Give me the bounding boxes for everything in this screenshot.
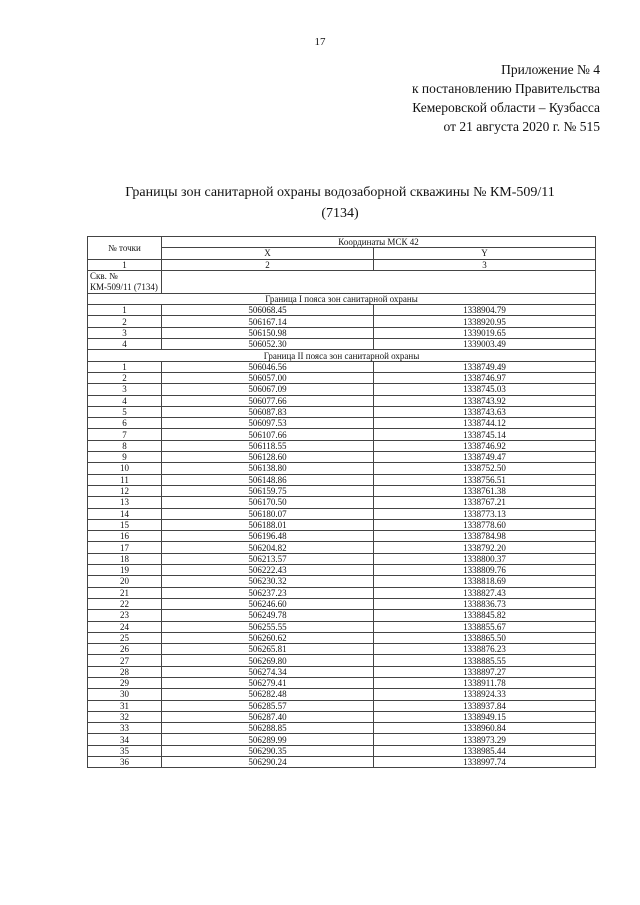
point-number-cell: 22: [88, 598, 162, 609]
y-coordinate-cell: 1338744.12: [374, 418, 596, 429]
point-number-cell: 11: [88, 474, 162, 485]
y-coordinate-cell: 1338746.97: [374, 372, 596, 383]
table-subheader-row: [88, 248, 596, 259]
table-row: [88, 418, 596, 429]
table-row: [88, 519, 596, 530]
point-number-cell: 18: [88, 553, 162, 564]
title-line-1: Границы зон санитарной охраны водозаборной скважины № КМ-509/11: [125, 185, 555, 200]
table-row: [88, 757, 596, 768]
x-coordinate-cell: 506150.98: [162, 327, 374, 338]
appendix-line-1: Приложение № 4: [501, 62, 600, 77]
point-number-cell: 10: [88, 463, 162, 474]
x-coordinate-cell: 506068.45: [162, 305, 374, 316]
table-row: [88, 677, 596, 688]
x-coordinate-cell: 506255.55: [162, 621, 374, 632]
table-row: [88, 576, 596, 587]
x-coordinate-cell: 506285.57: [162, 700, 374, 711]
point-number-cell: 4: [88, 395, 162, 406]
point-number-cell: 28: [88, 666, 162, 677]
point-number-cell: 20: [88, 576, 162, 587]
y-coordinate-cell: 1338745.03: [374, 384, 596, 395]
point-number-cell: 24: [88, 621, 162, 632]
table-row: [88, 565, 596, 576]
point-number-cell: 17: [88, 542, 162, 553]
y-coordinate-cell: 1338743.92: [374, 395, 596, 406]
table-row: [88, 621, 596, 632]
point-number-cell: 36: [88, 757, 162, 768]
point-number-cell: 33: [88, 723, 162, 734]
header-x: X: [162, 248, 374, 259]
table-row: [88, 384, 596, 395]
table-row: [88, 610, 596, 621]
coordinates-table: [87, 236, 596, 768]
table-row: [88, 666, 596, 677]
x-coordinate-cell: 506289.99: [162, 734, 374, 745]
y-coordinate-cell: 1338985.44: [374, 745, 596, 756]
x-coordinate-cell: 506290.24: [162, 757, 374, 768]
y-coordinate-cell: 1338960.84: [374, 723, 596, 734]
point-number-cell: 27: [88, 655, 162, 666]
x-coordinate-cell: 506290.35: [162, 745, 374, 756]
y-coordinate-cell: 1338855.67: [374, 621, 596, 632]
y-coordinate-cell: 1338745.14: [374, 429, 596, 440]
x-coordinate-cell: 506138.80: [162, 463, 374, 474]
x-coordinate-cell: 506067.09: [162, 384, 374, 395]
x-coordinate-cell: 506097.53: [162, 418, 374, 429]
x-coordinate-cell: 506230.32: [162, 576, 374, 587]
y-coordinate-cell: 1338897.27: [374, 666, 596, 677]
y-coordinate-cell: 1338818.69: [374, 576, 596, 587]
point-number-cell: 1: [88, 361, 162, 372]
appendix-line-3: Кемеровской области – Кузбасса: [412, 100, 600, 115]
header-y: Y: [374, 248, 596, 259]
x-coordinate-cell: 506213.57: [162, 553, 374, 564]
table-row: [88, 711, 596, 722]
y-coordinate-cell: 1338773.13: [374, 508, 596, 519]
y-coordinate-cell: 1338746.92: [374, 440, 596, 451]
y-coordinate-cell: 1338756.51: [374, 474, 596, 485]
x-coordinate-cell: 506128.60: [162, 452, 374, 463]
zone-1-title-row: [88, 293, 596, 304]
point-number-cell: 25: [88, 632, 162, 643]
x-coordinate-cell: 506052.30: [162, 339, 374, 350]
x-coordinate-cell: 506188.01: [162, 519, 374, 530]
y-coordinate-cell: 1338809.76: [374, 565, 596, 576]
table-row: [88, 598, 596, 609]
point-number-cell: 26: [88, 644, 162, 655]
x-coordinate-cell: 506204.82: [162, 542, 374, 553]
x-coordinate-cell: 506057.00: [162, 372, 374, 383]
point-number-cell: 2: [88, 372, 162, 383]
table-row: [88, 745, 596, 756]
table-row: [88, 452, 596, 463]
y-coordinate-cell: 1338876.23: [374, 644, 596, 655]
point-number-cell: 13: [88, 497, 162, 508]
column-number-3: 3: [374, 259, 596, 270]
point-number-cell: 7: [88, 429, 162, 440]
table-row: [88, 497, 596, 508]
x-coordinate-cell: 506222.43: [162, 565, 374, 576]
y-coordinate-cell: 1338767.21: [374, 497, 596, 508]
table-row: [88, 327, 596, 338]
x-coordinate-cell: 506107.66: [162, 429, 374, 440]
table-row: [88, 361, 596, 372]
x-coordinate-cell: 506269.80: [162, 655, 374, 666]
table-row: [88, 723, 596, 734]
table-row: [88, 508, 596, 519]
x-coordinate-cell: 506180.07: [162, 508, 374, 519]
point-number-cell: 3: [88, 384, 162, 395]
point-number-cell: 30: [88, 689, 162, 700]
point-number-cell: 12: [88, 485, 162, 496]
table-row: [88, 429, 596, 440]
y-coordinate-cell: 1338997.74: [374, 757, 596, 768]
table-row: [88, 316, 596, 327]
y-coordinate-cell: 1338973.29: [374, 734, 596, 745]
x-coordinate-cell: 506288.85: [162, 723, 374, 734]
table-row: [88, 553, 596, 564]
zone-2-title: Граница II пояса зон санитарной охраны: [88, 350, 596, 361]
point-number-cell: 3: [88, 327, 162, 338]
appendix-line-2: к постановлению Правительства: [411, 81, 600, 96]
y-coordinate-cell: 1338792.20: [374, 542, 596, 553]
x-coordinate-cell: 506265.81: [162, 644, 374, 655]
x-coordinate-cell: 506087.83: [162, 406, 374, 417]
table-row: [88, 689, 596, 700]
point-number-cell: 19: [88, 565, 162, 576]
x-coordinate-cell: 506246.60: [162, 598, 374, 609]
table-row: [88, 542, 596, 553]
point-number-cell: 23: [88, 610, 162, 621]
x-coordinate-cell: 506260.62: [162, 632, 374, 643]
page-number: 17: [314, 36, 326, 48]
y-coordinate-cell: 1339019.65: [374, 327, 596, 338]
x-coordinate-cell: 506279.41: [162, 677, 374, 688]
x-coordinate-cell: 506046.56: [162, 361, 374, 372]
point-number-cell: 6: [88, 418, 162, 429]
table-row: [88, 632, 596, 643]
well-label-row: [88, 270, 596, 293]
well-label-empty: [162, 270, 596, 293]
y-coordinate-cell: 1338920.95: [374, 316, 596, 327]
y-coordinate-cell: 1338836.73: [374, 598, 596, 609]
x-coordinate-cell: 506077.66: [162, 395, 374, 406]
point-number-cell: 32: [88, 711, 162, 722]
table-row: [88, 485, 596, 496]
y-coordinate-cell: 1338752.50: [374, 463, 596, 474]
header-coordinates: Координаты МСК 42: [162, 237, 596, 248]
point-number-cell: 14: [88, 508, 162, 519]
point-number-cell: 21: [88, 587, 162, 598]
x-coordinate-cell: 506196.48: [162, 531, 374, 542]
y-coordinate-cell: 1338743.63: [374, 406, 596, 417]
zone-1-title: Граница I пояса зон санитарной охраны: [88, 293, 596, 304]
column-number-1: 1: [88, 259, 162, 270]
point-number-cell: 34: [88, 734, 162, 745]
table-row: [88, 700, 596, 711]
point-number-cell: 8: [88, 440, 162, 451]
table-row: [88, 372, 596, 383]
x-coordinate-cell: 506159.75: [162, 485, 374, 496]
x-coordinate-cell: 506274.34: [162, 666, 374, 677]
column-number-row: [88, 259, 596, 270]
point-number-cell: 5: [88, 406, 162, 417]
point-number-cell: 16: [88, 531, 162, 542]
y-coordinate-cell: 1338865.50: [374, 632, 596, 643]
y-coordinate-cell: 1338845.82: [374, 610, 596, 621]
point-number-cell: 35: [88, 745, 162, 756]
y-coordinate-cell: 1338761.38: [374, 485, 596, 496]
column-number-2: 2: [162, 259, 374, 270]
table-row: [88, 474, 596, 485]
title-line-2: (7134): [321, 206, 359, 221]
x-coordinate-cell: 506170.50: [162, 497, 374, 508]
x-coordinate-cell: 506237.23: [162, 587, 374, 598]
x-coordinate-cell: 506249.78: [162, 610, 374, 621]
table-row: [88, 339, 596, 350]
point-number-cell: 4: [88, 339, 162, 350]
point-number-cell: 29: [88, 677, 162, 688]
point-number-cell: 31: [88, 700, 162, 711]
appendix-header: [360, 60, 600, 136]
y-coordinate-cell: 1338949.15: [374, 711, 596, 722]
point-number-cell: 1: [88, 305, 162, 316]
table-row: [88, 644, 596, 655]
point-number-cell: 9: [88, 452, 162, 463]
table-row: [88, 305, 596, 316]
y-coordinate-cell: 1338827.43: [374, 587, 596, 598]
table-header-row: [88, 237, 596, 248]
x-coordinate-cell: 506287.40: [162, 711, 374, 722]
table-row: [88, 655, 596, 666]
y-coordinate-cell: 1338911.78: [374, 677, 596, 688]
x-coordinate-cell: 506148.86: [162, 474, 374, 485]
table-row: [88, 395, 596, 406]
y-coordinate-cell: 1338904.79: [374, 305, 596, 316]
y-coordinate-cell: 1339003.49: [374, 339, 596, 350]
table-row: [88, 734, 596, 745]
y-coordinate-cell: 1338924.33: [374, 689, 596, 700]
zone-2-title-row: [88, 350, 596, 361]
x-coordinate-cell: 506282.48: [162, 689, 374, 700]
x-coordinate-cell: 506167.14: [162, 316, 374, 327]
y-coordinate-cell: 1338749.49: [374, 361, 596, 372]
x-coordinate-cell: 506118.55: [162, 440, 374, 451]
table-row: [88, 463, 596, 474]
y-coordinate-cell: 1338800.37: [374, 553, 596, 564]
table-row: [88, 531, 596, 542]
document-title: [80, 182, 600, 224]
table-row: [88, 587, 596, 598]
point-number-cell: 15: [88, 519, 162, 530]
table-row: [88, 406, 596, 417]
y-coordinate-cell: 1338937.84: [374, 700, 596, 711]
point-number-cell: 2: [88, 316, 162, 327]
header-point-number: № точки: [88, 237, 162, 260]
appendix-line-4: от 21 августа 2020 г. № 515: [443, 119, 600, 134]
y-coordinate-cell: 1338885.55: [374, 655, 596, 666]
table-row: [88, 440, 596, 451]
y-coordinate-cell: 1338784.98: [374, 531, 596, 542]
y-coordinate-cell: 1338778.60: [374, 519, 596, 530]
well-label: Скв. № КМ-509/11 (7134): [88, 270, 162, 293]
y-coordinate-cell: 1338749.47: [374, 452, 596, 463]
